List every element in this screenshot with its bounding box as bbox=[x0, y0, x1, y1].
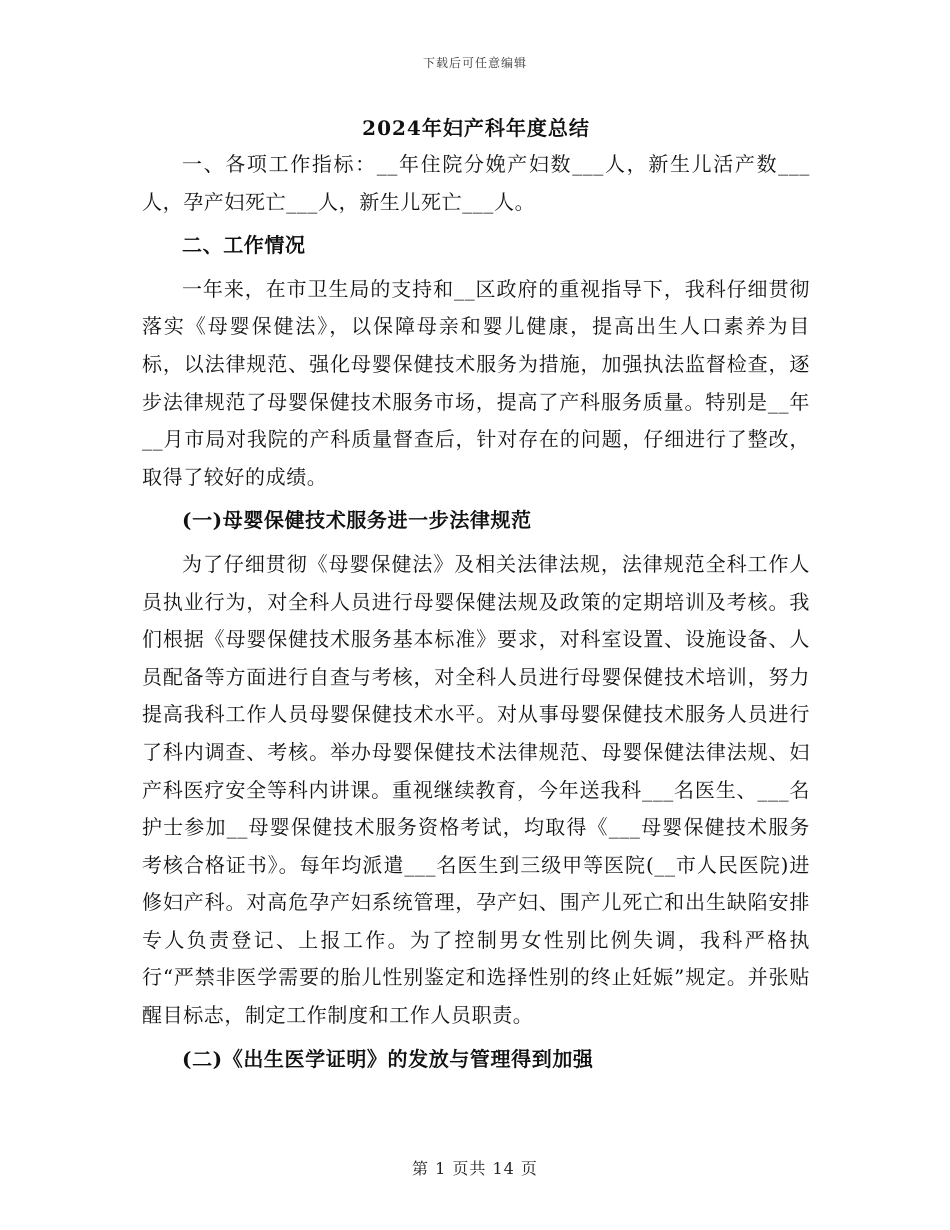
document-body bbox=[142, 112, 810, 1078]
page-number: 第 1 页共 14 页 bbox=[412, 1159, 538, 1178]
document-title: 2024年妇产科年度总结 bbox=[362, 116, 590, 140]
paragraph-work-indicators: 一、各项工作指标：__年住院分娩产妇数___人，新生儿活产数___人，孕产妇死亡___人，新生儿死亡___人。 bbox=[142, 152, 810, 214]
subsection-heading-1: (一)母婴保健技术服务进一步法律规范 bbox=[182, 508, 532, 533]
paragraph-maternal-health-services: 为了仔细贯彻《母婴保健法》及相关法律法规，法律规范全科工作人员执业行为，对全科人员进行母婴保健法规及政策的定期培训及考核。我们根据《母婴保健技术服务基本标准》要求，对科室设置、设施设备、人员配备等方面进行自查与考核，对全科人员进行母婴保健技术培训，努力提高我科工作人员母婴保健技术水平。对从事母婴保健技术服务人员进行了科内调查、考核。举办母婴保健技术法律规范、母婴保健法律法规、妇产科医疗安全等科内讲课。重视继续教育，今年送我科___名医生、___名护士参加__母婴保健技术服务资格考试，均取得《___母婴保健技术服务考核合格证书》。每年均派遣___名医生到三级甲等医院(__市人民医院)进修妇产科。对高危孕产妇系统管理，孕产妇、围产儿死亡和出生缺陷安排专人负责登记、上报工作。为了控制男女性别比例失调，我科严格执行“严禁非医学需要的胎儿性别鉴定和选择性别的终止妊娠”规定。并张贴醒目标志，制定工作制度和工作人员职责。 bbox=[142, 551, 810, 1028]
header-note: 下载后可任意编辑 bbox=[422, 56, 527, 70]
subsection-heading-2: (二)《出生医学证明》的发放与管理得到加强 bbox=[182, 1046, 594, 1071]
section-heading-work-status: 二、工作情况 bbox=[182, 233, 306, 258]
paragraph-year-overview: 一年来，在市卫生局的支持和__区政府的重视指导下，我科仔细贯彻落实《母婴保健法》，以保障母亲和婴儿健康，提高出生人口素养为目标，以法律规范、强化母婴保健技术服务为措施，加强执法监督检查，逐步法律规范了母婴保健技术服务市场，提高了产科服务质量。特别是__年__月市局对我院的产科质量督查后，针对存在的问题，仔细进行了整改，取得了较好的成绩。 bbox=[142, 276, 810, 489]
